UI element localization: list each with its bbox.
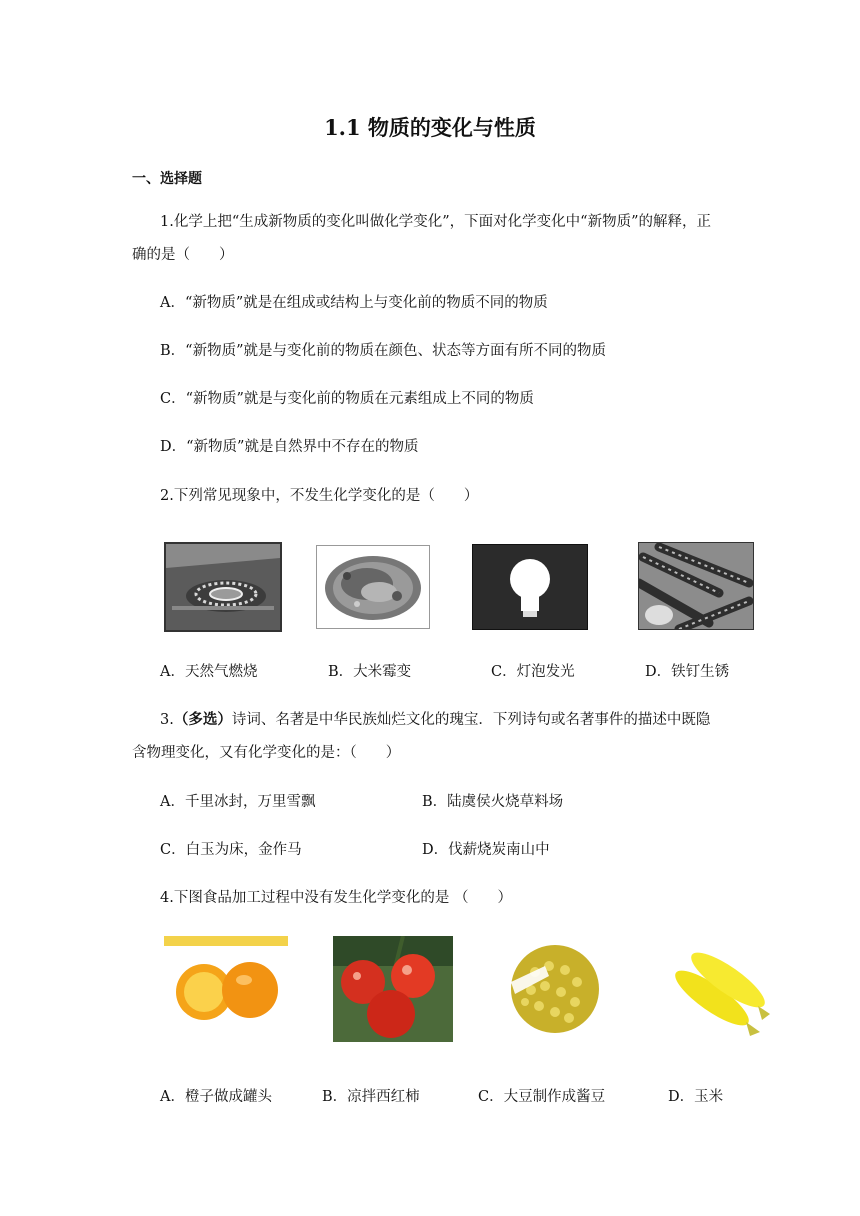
light-bulb-image — [472, 544, 588, 630]
q3-option-d: D．伐薪烧炭南山中 — [422, 842, 550, 858]
q3-stem-rest: 诗词、名著是中华民族灿烂文化的瑰宝．下列诗句或名著事件的描述中既隐 — [231, 712, 711, 728]
q2-option-a: A．天然气燃烧 — [160, 664, 258, 680]
q1-stem-line1: 1.化学上把“生成新物质的变化叫做化学变化”，下面对化学变化中“新物质”的解释，正 — [160, 214, 711, 230]
q4-option-d: D．玉米 — [668, 1089, 724, 1105]
tomatoes-image — [333, 936, 453, 1042]
q4-stem: 4.下图食品加工过程中没有发生化学变化的是 （ ） — [160, 890, 512, 906]
q3-stem-line2: 含物理变化，又有化学变化的是：（ ） — [132, 745, 401, 761]
q1-stem-line2: 确的是（ ） — [132, 247, 234, 263]
q4-option-c: C．大豆制作成酱豆 — [478, 1089, 606, 1105]
oranges-image — [164, 936, 288, 1028]
rusty-nails-image — [638, 542, 754, 630]
q3-stem-line1 — [160, 710, 710, 730]
page-title: 1.1 物质的变化与性质 — [324, 115, 536, 140]
q3-option-c: C．白玉为床，金作马 — [160, 842, 302, 858]
q1-option-d: D．“新物质”就是自然界中不存在的物质 — [160, 439, 419, 455]
section-heading: 一、选择题 — [132, 171, 202, 187]
q1-option-a: A．“新物质”就是在组成或结构上与变化前的物质不同的物质 — [160, 295, 548, 311]
q1-option-c: C．“新物质”就是与变化前的物质在元素组成上不同的物质 — [160, 391, 534, 407]
gas-stove-image — [164, 542, 282, 632]
q1-option-b: B．“新物质”就是与变化前的物质在颜色、状态等方面有所不同的物质 — [160, 343, 606, 359]
q3-option-a: A．千里冰封，万里雪飘 — [160, 794, 316, 810]
soybeans-image — [505, 942, 605, 1036]
corn-image — [666, 940, 774, 1040]
q2-option-d: D．铁钉生锈 — [645, 664, 730, 680]
q4-option-b: B．凉拌西红柿 — [322, 1089, 420, 1105]
q3-multi-select-tag: （多选） — [173, 711, 232, 728]
q2-stem: 2.下列常见现象中，不发生化学变化的是（ ） — [160, 488, 479, 504]
q4-option-a: A．橙子做成罐头 — [160, 1089, 272, 1105]
q2-option-c: C．灯泡发光 — [491, 664, 575, 680]
q3-number: 3. — [160, 712, 174, 728]
q3-option-b: B．陆虞侯火烧草料场 — [422, 794, 564, 810]
q2-option-b: B．大米霉变 — [328, 664, 412, 680]
moldy-rice-image — [316, 545, 430, 629]
